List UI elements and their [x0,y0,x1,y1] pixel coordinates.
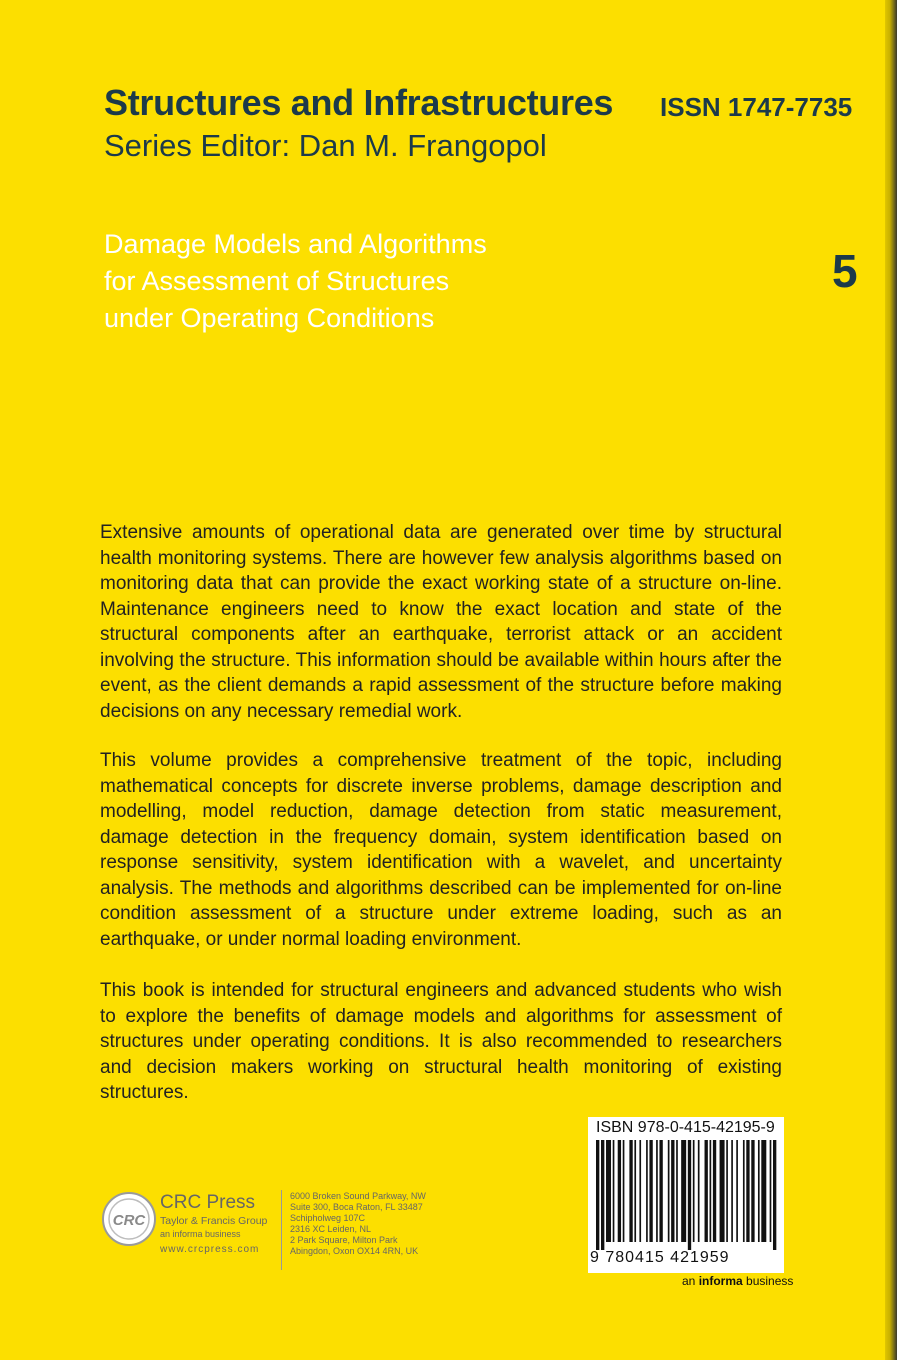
informa-business-line [682,1274,793,1288]
barcode-bar [634,1140,636,1242]
barcode-bar [668,1140,670,1242]
address-line: 6000 Broken Sound Parkway, NW [290,1191,426,1201]
barcode-bar [713,1140,716,1242]
volume-number: 5 [832,245,858,297]
barcode-bar [720,1140,725,1242]
barcode-bar [681,1140,686,1242]
address-divider [281,1190,282,1270]
description-paragraph: This volume provides a comprehensive treatment of the topic, including mathematical concepts for discrete inverse problems, damage description and modelling, model reduction, damage detection from static measurement, damage detection in the frequency domain, system identification based on response sensitivity, system identification with a wavelet, and uncertainty analysis. The methods and algorithms described can be implemented for on-line condition assessment of a structure under extreme loading, such as an earthquake, or under normal loading environment. [100,750,782,950]
barcode-bar [646,1140,648,1242]
publisher-name: CRC Press [160,1192,256,1213]
spine-edge [885,0,897,1360]
barcode-bar [726,1140,728,1242]
book-title-line: Damage Models and Algorithms [104,229,487,259]
address-line: Schipholweg 107C [290,1213,366,1223]
barcode-bar [613,1140,615,1242]
informa-prefix: an [682,1274,699,1288]
publisher-informa: an informa business [160,1229,241,1239]
book-title-line: under Operating Conditions [104,303,435,333]
barcode-bar [736,1140,738,1242]
barcode-bar [676,1140,678,1242]
barcode-image [596,1140,778,1250]
barcode-bar [596,1140,599,1250]
barcode-bar [601,1140,604,1250]
publisher-group: Taylor & Francis Group [160,1215,268,1227]
barcode-bar [773,1140,776,1250]
barcode-bar [649,1140,652,1242]
barcode-bar [751,1140,754,1242]
barcode-bar [770,1140,772,1242]
barcode-bar [710,1140,712,1242]
description-paragraph: This book is intended for structural engineers and advanced students who wish to explore the benefits of damage models and algorithms for assessment of structures under operating conditions. It is also recommended to researchers and decision makers working on structural health monitoring of existing structures. [100,980,782,1103]
barcode-bar [659,1140,662,1242]
informa-word: informa [698,1274,743,1288]
informa-suffix: business [742,1274,794,1288]
address-line: 2 Park Square, Milton Park [290,1235,398,1245]
description-paragraph: Extensive amounts of operational data are generated over time by structural health monitoring systems. There are however few analysis algorithms based on monitoring data that can provide the exact working state of a structure on-line. Maintenance engineers need to know the exact location and state of the structural components after an earthquake, terrorist attack or an accident involving the structure. This information should be available within hours after the event, as the client demands a rapid assessment of the structure before making decisions on any necessary remedial work. [100,522,782,722]
barcode-bar [705,1140,708,1242]
barcode-bar [656,1140,658,1242]
barcode-bar [746,1140,749,1242]
isbn-label: ISBN 978-0-415-42195-9 [596,1119,775,1136]
book-title-line: for Assessment of Structures [104,266,450,296]
book-title [104,226,487,337]
series-issn: ISSN 1747-7735 [660,92,853,122]
address-line: Abingdon, Oxon OX14 4RN, UK [290,1246,419,1256]
address-line: Suite 300, Boca Raton, FL 33487 [290,1202,423,1212]
barcode-bar [698,1140,700,1242]
publisher-addresses [290,1191,426,1257]
barcode-bar [693,1140,695,1242]
barcode-bar [743,1140,745,1242]
barcode-bar [606,1140,611,1242]
barcode-bar [758,1140,760,1242]
barcode-bar [623,1140,625,1242]
barcode-bar [629,1140,632,1242]
series-title: Structures and Infrastructures [104,82,614,123]
barcode-bar [639,1140,641,1242]
address-line: 2316 XC Leiden, NL [290,1224,372,1234]
barcode-bar [731,1140,733,1242]
barcode-bar [688,1140,691,1250]
barcode-bar [761,1140,766,1242]
crc-logo-text: CRC [112,1212,146,1229]
publisher-url: www.crcpress.com [160,1244,260,1255]
barcode-digits: 9 780415 421959 [590,1249,730,1266]
series-editor: Series Editor: Dan M. Frangopol [104,128,547,163]
crc-press-logo [100,1190,158,1248]
barcode-bar [618,1140,621,1242]
barcode-bar [671,1140,674,1242]
